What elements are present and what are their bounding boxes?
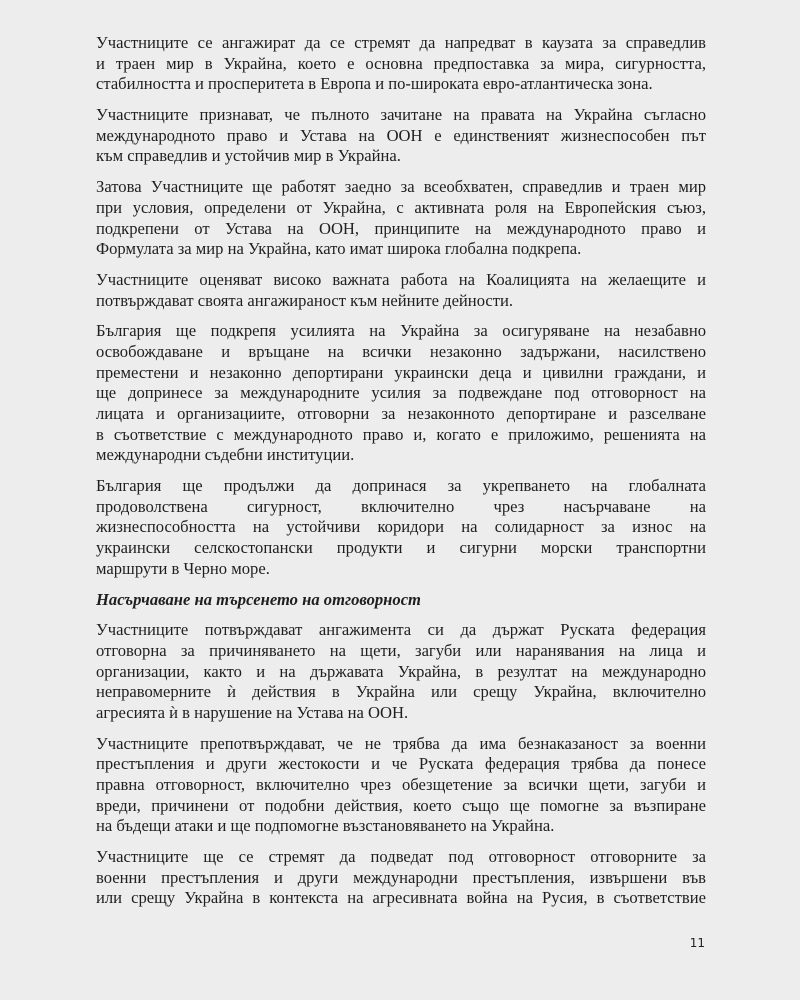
- text-line: стабилността и просперитета в Европа и по-широката евро-атлантическа зона.: [96, 74, 653, 94]
- text-line: или срещу Украйна в контекста на агресивната война на Русия, в съответствие: [96, 888, 706, 908]
- text-line: Участниците се ангажират да се стремят да напредват в каузата за справедлив: [96, 33, 706, 52]
- paragraph: [96, 321, 706, 466]
- text-line: лицата и организациите, отговорни за незаконното депортиране и разселване: [96, 404, 706, 423]
- text-line: маршрути в Черно море.: [96, 558, 270, 578]
- document-page: [96, 33, 706, 919]
- text-line: на бъдещи атаки и ще подпомогне възстановяването на Украйна.: [96, 816, 555, 836]
- text-line: международното право и Устава на ООН е единственият жизнеспособен път: [96, 125, 706, 145]
- text-line: подкрепени от Устава на ООН, принципите на международното право и: [96, 218, 706, 238]
- paragraph: [96, 476, 706, 579]
- page-number: 11: [689, 936, 705, 950]
- text-line: освобождаване и връщане на всички незаконно задържани, насилствено: [96, 341, 706, 361]
- paragraph: [96, 177, 706, 260]
- text-line: продоволствена сигурност, включително чрез насърчаване на: [96, 496, 706, 516]
- paragraph: [96, 105, 706, 167]
- text-line: украински селскостопански продукти и сигурни морски транспортни: [96, 538, 706, 558]
- text-line: при условия, определени от Украйна, с активната роля на Европейския съюз,: [96, 197, 706, 217]
- text-line: правна отговорност, включително чрез обезщетение за всички щети, загуби и: [96, 775, 706, 794]
- text-line: потвърждават своята ангажираност към нейните дейности.: [96, 290, 514, 310]
- text-line: България ще продължи да допринася за укрепването на глобалната: [96, 476, 706, 496]
- text-line: организации, както и на държавата Украйна, в резултат на международно: [96, 661, 706, 681]
- text-line: Участниците оценяват високо важната работа на Коалицията на желаещите и: [96, 269, 706, 289]
- text-line: неправомерните ѝ действия в Украйна или срещу Украйна, включително: [96, 682, 706, 702]
- text-line: жизнеспособността на устойчиви коридори на солидарност за износ на: [96, 517, 706, 537]
- text-line: България ще подкрепя усилията на Украйна за осигуряване на незабавно: [96, 321, 706, 341]
- text-line: Участниците препотвърждават, че не трябва да има безнаказаност за военни: [96, 733, 706, 753]
- text-line: Затова Участниците ще работят заедно за всеобхватен, справедлив и траен мир: [96, 177, 706, 197]
- text-line: престъпления и други жестокости и че Руската федерация трябва да понесе: [96, 754, 706, 774]
- text-line: ще допринесе за международните усилия за подвеждане под отговорност на: [96, 383, 706, 403]
- paragraph: [96, 847, 706, 909]
- paragraph: [96, 270, 706, 311]
- text-line: Участниците потвърждават ангажимента си да държат Руската федерация: [96, 620, 706, 640]
- text-line: и траен мир в Украйна, което е основна предпоставка за мира, сигурността,: [96, 53, 706, 73]
- paragraph: [96, 620, 706, 723]
- text-line: военни престъпления и други международни престъпления, извършени във: [96, 867, 706, 887]
- text-line: преместени и незаконно депортирани украински деца и цивилни граждани, и: [96, 362, 706, 382]
- text-line: Участниците ще се стремят да подведат под отговорност отговорните за: [96, 847, 706, 867]
- section-heading: Насърчаване на търсенето на отговорност: [96, 589, 421, 609]
- text-line: отговорна за причиняването на щети, загуби или наранявания на лица и: [96, 640, 706, 660]
- text-line: Участниците признават, че пълното зачитане на правата на Украйна съгласно: [96, 105, 706, 125]
- text-line: Формулата за мир на Украйна, като имат широка глобална подкрепа.: [96, 239, 582, 259]
- paragraph: [96, 734, 706, 837]
- text-line: в съответствие с международното право и, когато е приложимо, решенията на: [96, 424, 706, 444]
- text-line: вреди, причинени от подобни действия, което също ще помогне за възпиране: [96, 795, 706, 815]
- text-line: агресията ѝ в нарушение на Устава на ООН.: [96, 702, 409, 722]
- text-line: международни съдебни институции.: [96, 445, 355, 465]
- text-line: към справедлив и устойчив мир в Украйна.: [96, 146, 401, 166]
- paragraph: [96, 33, 706, 95]
